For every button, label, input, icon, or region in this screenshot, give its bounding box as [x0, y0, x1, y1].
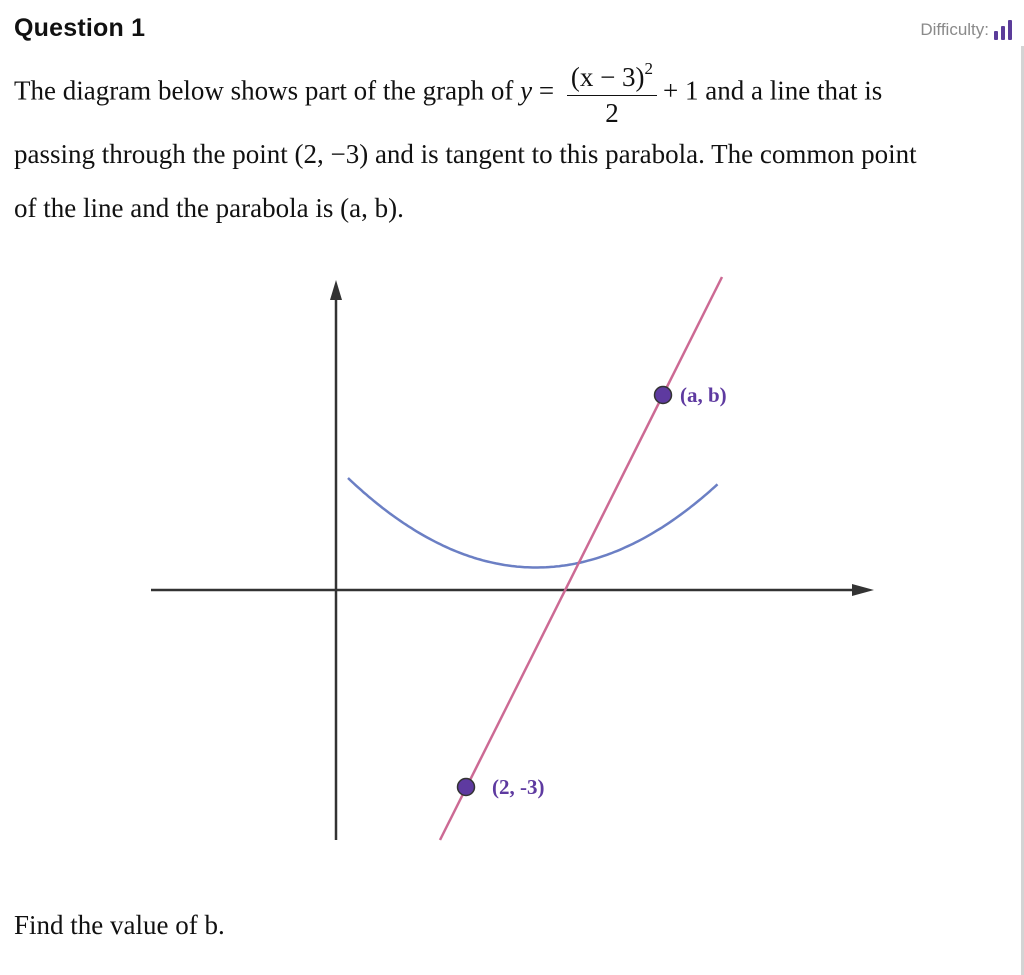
tangent-point-marker	[655, 387, 672, 404]
tangent-point-label: (a, b)	[680, 383, 727, 407]
difficulty-label: Difficulty:	[920, 20, 989, 39]
question-line-1-before: The diagram below shows part of the graph of	[14, 75, 521, 106]
question-line-1-after: + 1 and a line that is	[663, 75, 883, 106]
fraction-denominator: 2	[605, 98, 619, 128]
x-axis-arrow	[852, 584, 874, 596]
question-line-2: passing through the point (2, −3) and is tangent to this parabola. The common point	[14, 139, 917, 169]
equals-sign: =	[532, 75, 561, 106]
question-line-3: of the line and the parabola is (a, b).	[14, 193, 404, 223]
y-variable: y	[520, 75, 533, 106]
fraction-exponent: 2	[644, 59, 654, 78]
given-point-label: (2, -3)	[492, 775, 545, 799]
parabola-curve	[348, 478, 718, 568]
y-axis-arrow	[330, 280, 342, 300]
find-b-prompt: Find the value of b.	[14, 910, 225, 940]
fraction-numerator: $(x - 3)^2$	[567, 60, 657, 96]
question-title: Question 1	[14, 14, 146, 42]
tangent-line	[440, 277, 722, 840]
given-point-marker	[458, 779, 475, 796]
